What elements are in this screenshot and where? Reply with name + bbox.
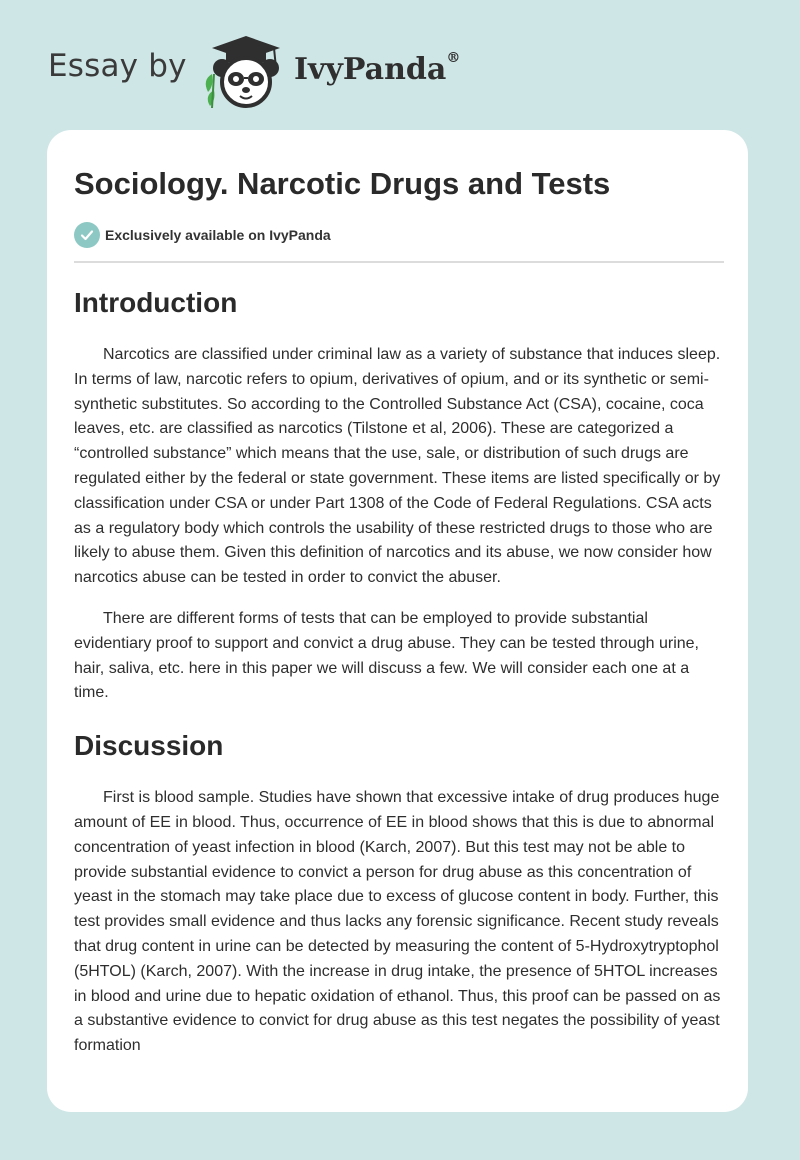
site-header <box>0 0 800 130</box>
article-title: Sociology. Narcotic Drugs and Tests <box>74 166 611 201</box>
section-heading-discussion: Discussion <box>74 730 224 762</box>
exclusive-badge <box>74 222 724 248</box>
essay-by-label: Essay by <box>48 48 187 84</box>
brand-name[interactable]: IvyPanda® <box>294 50 461 87</box>
paragraph: First is blood sample. Studies have shown that excessive intake of drug produces huge amount of EE in blood. Thus, occurrence of EE in blood shows that this is due to abnormal concentration of yeast infection in blood (Karch, 2007). But this test may not be able to provide substantial evidence to convict a person for drug abuse as this concentration of yeast in the stomach may take place due to excess of glucose content in body. Further, this test provides small evidence and thus lacks any forensic significance. Recent study reveals that drug content in urine can be detected by measuring the content of 5-Hydroxytryptophol (5HTOL) (Karch, 2007). With the increase in drug intake, the presence of 5HTOL increases in blood and urine due to hepatic oxidation of ethanol. Thus, this proof can be passed on as a substantive evidence to convict for drug abuse as this test negates the possibility of yeast formation <box>74 789 721 1055</box>
article-card <box>47 130 748 1112</box>
section-heading-introduction: Introduction <box>74 287 238 318</box>
paragraph: Narcotics are classified under criminal law as a variety of substance that induces sleep. In terms of law, narcotic refers to opium, derivatives of opium, and or its synthetic or semi-synthetic substitutes. So according to the Controlled Substance Act (CSA), cocaine, coca leaves, etc. are classified as narcotics (Tilstone et al, 2006). These are categorized a “controlled substance” which means that the use, sale, or distribution of such drugs are regulated either by the federal or state government. These items are listed specifically or by classification under CSA or under Part 1308 of the Code of Federal Regulations. CSA acts as a regulatory body which controls the usability of these restricted drugs to those who are likely to abuse them. Given this definition of narcotics and its abuse, we now consider how narcotics abuse can be tested in order to convict the abuser. <box>74 346 721 587</box>
article-content <box>74 164 724 1059</box>
panda-logo-icon[interactable] <box>200 34 292 110</box>
title-divider <box>74 261 724 263</box>
exclusive-badge-label: Exclusively available on IvyPanda <box>105 227 331 243</box>
check-icon <box>74 222 100 248</box>
paragraph: There are different forms of tests that can be employed to provide substantial evidentiary proof to support and convict a drug abuse. They can be tested through urine, hair, saliva, etc. here in this paper we will discuss a few. We will consider each one at a time. <box>74 609 699 702</box>
